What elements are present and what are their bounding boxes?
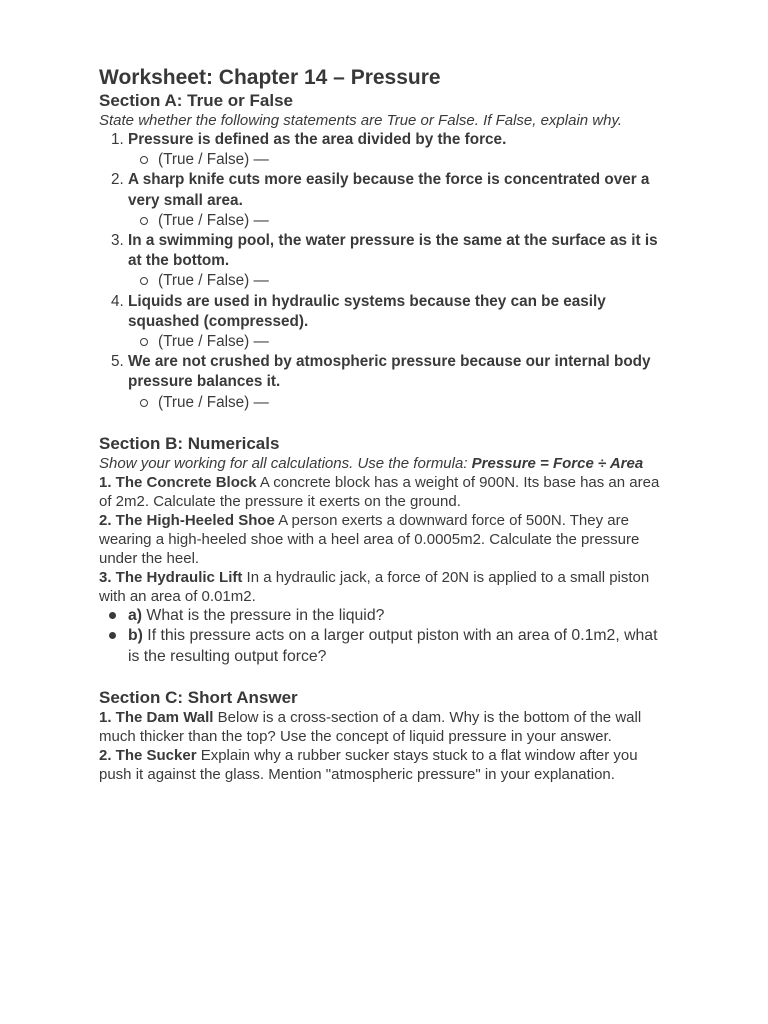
formula-text: Pressure = Force ÷ Area <box>471 454 644 472</box>
answer-list <box>128 271 670 291</box>
list-item <box>128 130 670 170</box>
question-text: A sharp knife cuts more easily because the force is concentrated over a very small area. <box>128 171 650 209</box>
subpart-label: b) <box>128 627 143 645</box>
subpart-label: a) <box>128 606 143 624</box>
circle-bullet-icon <box>140 217 148 225</box>
problem-paragraph <box>99 511 670 568</box>
disc-bullet-icon <box>109 632 116 639</box>
circle-bullet-icon <box>140 156 148 164</box>
question-text: Liquids are used in hydraulic systems because they can be easily squashed (compressed). <box>128 292 606 330</box>
problem-text: A person exerts a downward force of 500N. They are wearing a high-heeled shoe with a heel area of 0.0005m2. Calculate the pressure under the heel. <box>99 511 640 567</box>
problem-paragraph <box>99 708 670 746</box>
section-a-instructions: State whether the following statements are True or False. If False, explain why. <box>99 112 623 129</box>
answer-list <box>128 332 670 352</box>
list-item <box>128 231 670 292</box>
problem-text: A concrete block has a weight of 900N. Its base has an area of 2m2. Calculate the pressure it exerts on the ground. <box>99 473 660 510</box>
question-text: We are not crushed by atmospheric pressure because our internal body pressure balances it. <box>128 353 651 391</box>
section-a-heading: Section A: True or False <box>99 91 293 110</box>
answer-list <box>128 150 670 170</box>
subpart-list <box>99 606 670 668</box>
section-b-heading: Section B: Numericals <box>99 433 280 453</box>
answer-list <box>128 211 670 231</box>
problem-text: Below is a cross-section of a dam. Why is the bottom of the wall much thicker than the top? Use the concept of liquid pressure in your answer. <box>99 709 642 746</box>
true-false-list <box>99 130 670 413</box>
answer-text: (True / False) — <box>158 211 269 229</box>
disc-bullet-icon <box>109 612 116 619</box>
answer-text: (True / False) — <box>158 393 269 411</box>
section-spacer <box>99 667 670 687</box>
list-item <box>128 352 670 413</box>
list-item <box>128 292 670 353</box>
list-item <box>128 170 670 231</box>
problem-title: 2. The Sucker <box>99 747 197 765</box>
answer-text: (True / False) — <box>158 333 269 351</box>
page-title: Worksheet: Chapter 14 – Pressure <box>99 66 441 89</box>
problem-paragraph <box>99 473 670 511</box>
problem-text: In a hydraulic jack, a force of 20N is applied to a small piston with an area of 0.01m2. <box>99 568 650 605</box>
answer-item <box>158 332 670 352</box>
problem-paragraph <box>99 568 670 606</box>
answer-item <box>158 393 670 413</box>
problem-title: 3. The Hydraulic Lift <box>99 568 243 586</box>
section-b-instructions <box>99 454 670 473</box>
list-item <box>128 626 670 667</box>
subpart-text: What is the pressure in the liquid? <box>142 606 385 624</box>
problem-paragraph <box>99 746 670 784</box>
problem-title: 1. The Dam Wall <box>99 709 214 727</box>
section-spacer <box>99 413 670 433</box>
instructions-text: Show your working for all calculations. Use the formula: <box>99 454 472 472</box>
answer-item <box>158 271 670 291</box>
question-text: In a swimming pool, the water pressure is the same at the surface as it is at the bottom. <box>128 232 658 270</box>
answer-item <box>158 211 670 231</box>
answer-item <box>158 150 670 170</box>
answer-text: (True / False) — <box>158 151 269 169</box>
list-item <box>128 606 670 627</box>
circle-bullet-icon <box>140 399 148 407</box>
circle-bullet-icon <box>140 338 148 346</box>
question-text: Pressure is defined as the area divided by the force. <box>128 131 507 148</box>
subpart-text: If this pressure acts on a larger output piston with an area of 0.1m2, what is the resulting output force? <box>128 627 658 665</box>
answer-list <box>128 393 670 413</box>
section-c-heading: Section C: Short Answer <box>99 688 298 708</box>
answer-text: (True / False) — <box>158 272 269 290</box>
problem-title: 1. The Concrete Block <box>99 473 257 491</box>
problem-title: 2. The High-Heeled Shoe <box>99 511 275 529</box>
problem-text: Explain why a rubber sucker stays stuck to a flat window after you push it against the glass. Mention "atmospheric pressure" in your explanation. <box>99 747 638 784</box>
circle-bullet-icon <box>140 277 148 285</box>
